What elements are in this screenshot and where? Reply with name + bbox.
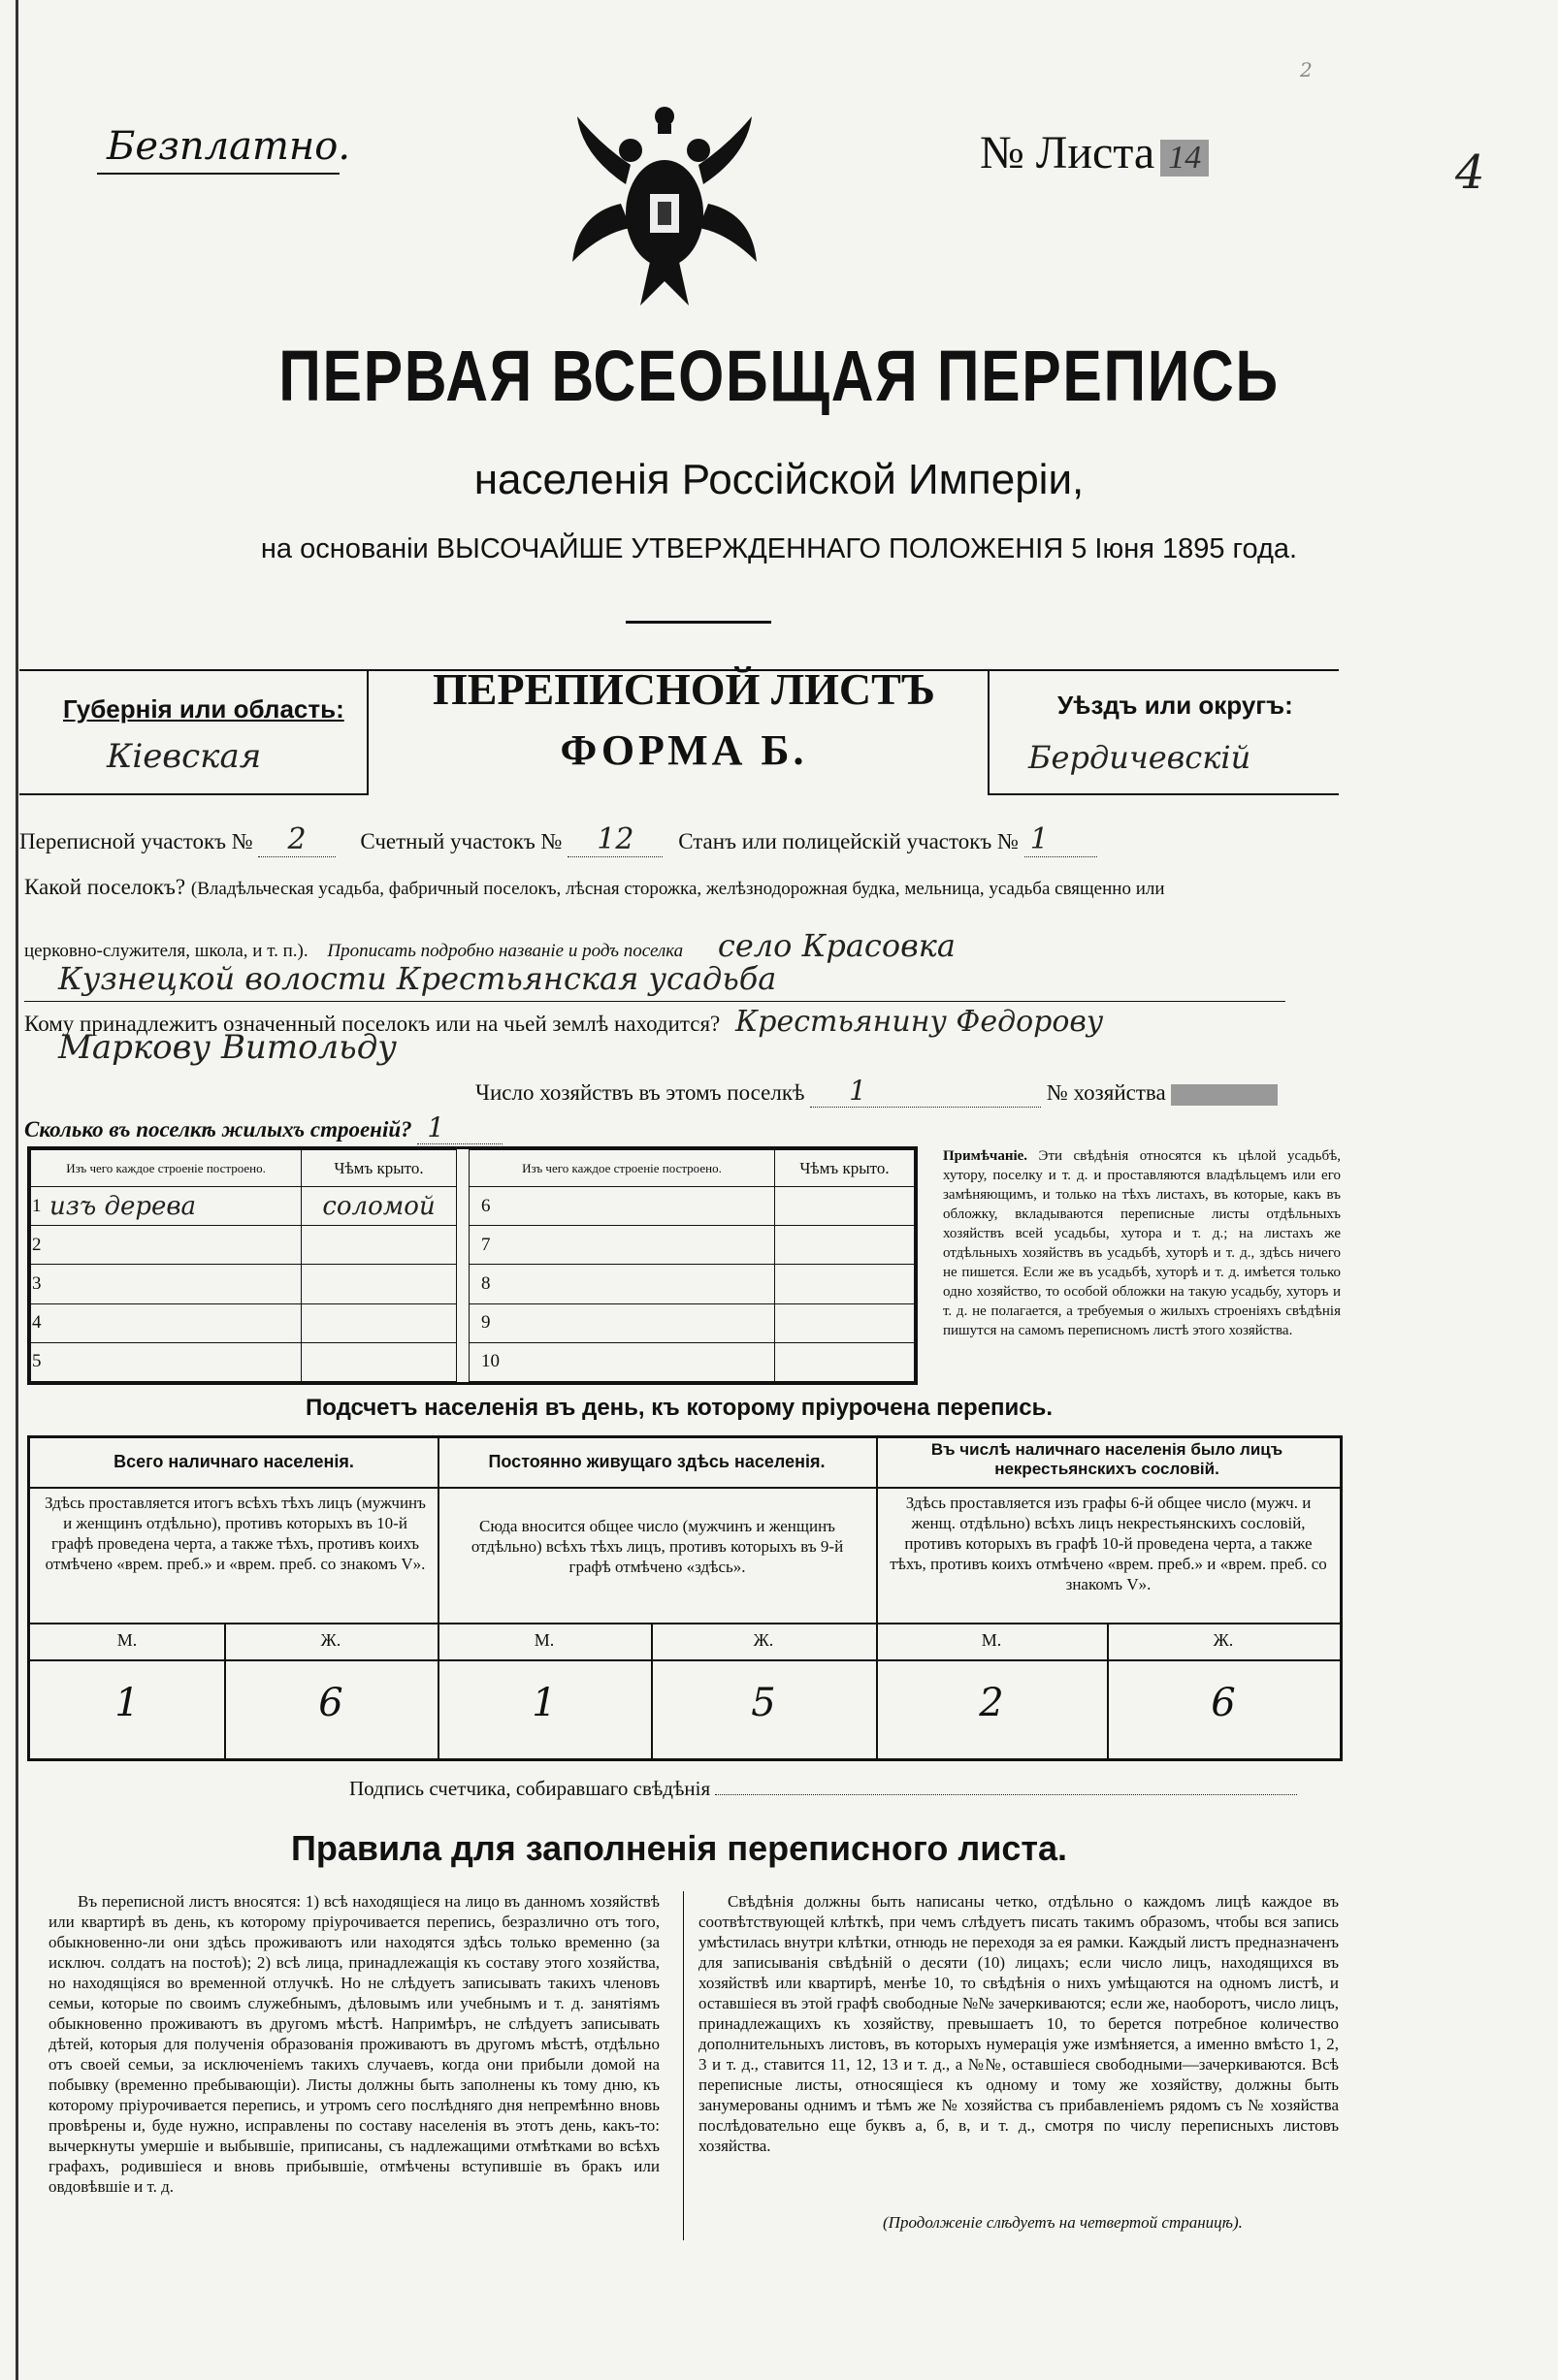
built-cell: изъ дерева (49, 1187, 302, 1226)
population-title: Подсчетъ населенія въ день, къ которому пріурочена перепись. (306, 1395, 1053, 1421)
count-district-value: 12 (568, 822, 663, 857)
row-num: 9 (470, 1303, 512, 1342)
pop-text-non-peasant: Здѣсь проставляется изъ графы 6-й общее число (мужч. и женщ. отдѣльно) всѣхъ лицъ некрестьянскихъ сословій, противъ которыхъ въ графѣ 10-й проведена черта, а также тѣхъ, противъ коихъ отмѣчено «врем. преб.» и «врем. преб. со знакомъ V». (890, 1494, 1327, 1593)
roof-cell (302, 1265, 457, 1303)
roof-cell (774, 1265, 914, 1303)
pop-text-resident: Сюда вносится общее число (мужчинъ и женщинъ отдѣльно) всѣхъ тѣхъ лицъ, противъ которыхъ въ 9-й графѣ отмѣчено «здѣсь». (471, 1517, 844, 1576)
roof-cell (302, 1303, 457, 1342)
buildings-table-left (30, 1149, 457, 1382)
pop-header-non-peasant: Въ числѣ наличнаго населенія было лицъ некрестьянскихъ сословій. (930, 1440, 1283, 1478)
roof-cell (774, 1342, 914, 1381)
pop-text-rule (30, 1623, 1340, 1624)
pop-total-female: 6 (318, 1681, 343, 1725)
row-num: 2 (31, 1226, 49, 1265)
built-cell (511, 1226, 774, 1265)
roof-cell (774, 1226, 914, 1265)
settlement-hint: (Владѣльческая усадьба, фабричный поселокъ, лѣсная сторожка, желѣзнодорожная будка, мельница, усадьба священно или (190, 879, 1165, 899)
sheet-number-label: № Листа (980, 127, 1155, 178)
pop-mf-rule (30, 1659, 1340, 1661)
counter-signature-line (349, 1777, 1297, 1801)
stan-value: 1 (1024, 822, 1097, 857)
pop-resident-male: 1 (532, 1681, 557, 1725)
row-num: 7 (470, 1226, 512, 1265)
built-cell (511, 1265, 774, 1303)
settlement-value-2: Кузнецкой волости Крестьянская усадьба (58, 960, 777, 997)
built-cell (511, 1342, 774, 1381)
uyezd-value: Бердичевскій (1028, 739, 1251, 776)
pop-male-label: М. (116, 1630, 138, 1650)
buildings-table (27, 1146, 918, 1385)
household-no-label: № хозяйства (1046, 1080, 1166, 1105)
roof-cell (302, 1226, 457, 1265)
buildings-line (24, 1111, 503, 1143)
households-label: Число хозяйствъ въ этомъ поселкѣ (475, 1080, 805, 1105)
guberniya-label: Губернія или область: (63, 694, 344, 724)
pop-male-label: М. (981, 1630, 1002, 1650)
buildings-value: 1 (417, 1111, 503, 1144)
pop-female-label: Ж. (320, 1630, 341, 1650)
main-title: ПЕРВАЯ ВСЕОБЩАЯ ПЕРЕПИСЬ (278, 336, 1280, 416)
settlement-hint-2: церковно-служителя, школа, и т. п.). (24, 941, 308, 961)
subtitle: населенія Россійской Имперіи, (473, 456, 1085, 503)
sheet-number-value: 14 (1160, 140, 1209, 177)
owner-value-1: Крестьянину Федорову (735, 1005, 1104, 1039)
stan-label: Станъ или полицейскій участокъ № (678, 829, 1020, 853)
built-cell (511, 1303, 774, 1342)
row-num: 4 (31, 1303, 49, 1342)
row-num: 3 (31, 1265, 49, 1303)
guberniya-value: Кіевская (107, 737, 262, 776)
pop-header-total: Всего наличнаго населенія. (114, 1452, 354, 1471)
built-cell (49, 1226, 302, 1265)
uyezd-label: Уѣздъ или округъ: (1057, 691, 1293, 720)
rules-left-column: Въ переписной листъ вносятся: 1) всѣ находящіеся на лицо въ данномъ хозяйствѣ или квартирѣ въ день, къ которому пріурочивается перепись, безразлично отъ того, обыкновенно-ли они здѣсь проживаютъ или находятся здѣсь только временно (за исключ. солдатъ на постоѣ); 2) всѣ лица, принадлежащія къ составу этого хозяйства, но находящіяся во временной отлучкѣ. Но не слѣдуетъ записывать такихъ членовъ семьи, которые по своимъ служебнымъ, дѣловымъ или учебнымъ и т. д. занятіямъ обыкновенно проживаютъ въ другомъ мѣстѣ. Напримѣръ, не слѣдуетъ записывать дѣтей, которыя для полученія образованія проживаютъ въ другомъ мѣстѣ, отдѣльно отъ своей семьи, за исключеніемъ такихъ случаевъ, когда они прибыли домой на побывку (временно пребывающіи). Листы должны быть заполнены къ тому дню, къ которому пріурочивается перепись, и утромъ сего послѣдняго дня непремѣнно вновь провѣрены и, буде нужно, исправлены по составу населенія въ этотъ день, какъ-то: вычеркнуты умершіе и выбывшіе, приписаны, съ надлежащими отмѣтками во всѣхъ графахъ, родившіеся и вновь прибывшіе, отмѣчены вступившіе въ бракъ или овдовѣвшіе и т. д. (49, 1892, 660, 2196)
roof-cell: соломой (302, 1187, 457, 1226)
roof-cell (774, 1303, 914, 1342)
col-roof-header: Чѣмъ крыто. (774, 1150, 914, 1187)
sheet-number (980, 126, 1209, 179)
settlement-label: Какой поселокъ? (24, 875, 186, 899)
row-num: 1 (31, 1187, 49, 1226)
row-num: 5 (31, 1342, 49, 1381)
roof-cell (774, 1187, 914, 1226)
note-title: Примѣчаніе. (943, 1148, 1028, 1164)
signature-label: Подпись счетчика, собиравшаго свѣдѣнія (349, 1777, 711, 1800)
page-left-border (16, 0, 18, 2380)
built-cell (49, 1303, 302, 1342)
form-title: ПЕРЕПИСНОЙ ЛИСТЪ (432, 664, 936, 714)
buildings-note (943, 1146, 1341, 1340)
settlement-line-2 (24, 927, 956, 964)
pop-female-label: Ж. (753, 1630, 774, 1650)
owner-label: Кому принадлежитъ означенный поселокъ или на чьей землѣ находится? (24, 1012, 721, 1036)
buildings-table-right (469, 1149, 915, 1382)
pop-female-label: Ж. (1213, 1630, 1234, 1650)
roof-cell (302, 1342, 457, 1381)
form-name: ФОРМА Б. (560, 726, 808, 774)
built-cell (511, 1187, 774, 1226)
settlement-instruction: Прописать подробно названіе и родъ поселка (327, 941, 684, 961)
note-text: Эти свѣдѣнія относятся къ цѣлой усадьбѣ, хутору, поселку и т. д. и проставляются владѣльцемъ или его замѣняющимъ, и только на тѣхъ листахъ, въ которые, какъ въ обложку, вкладываются переписные листы отдѣльныхъ хозяйствъ всей усадьбы, хутора и т. д.; на листахъ же отдѣльныхъ хозяйствъ въ усадьбѣ, хуторѣ и т. д., здѣсь ничего не пишется. Если же въ усадьбѣ, хуторѣ и т. д. имѣется только одно хозяйство, то особой обложки на такую усадьбу, хуторъ и т. д. не полагается, а требуемыя о жилыхъ строеніяхъ свѣдѣнія пишутся на самомъ переписномъ листѣ этого хозяйства. (943, 1148, 1342, 1338)
household-no-value (1171, 1084, 1278, 1106)
row-num: 10 (470, 1342, 512, 1381)
owner-value-2: Маркову Витольду (58, 1028, 397, 1067)
basis-line: на основаніи ВЫСОЧАЙШЕ УТВЕРЖДЕННАГО ПОЛОЖЕНІЯ 5 Іюня 1895 года. (260, 533, 1298, 564)
pop-text-total: Здѣсь проставляется итогъ всѣхъ тѣхъ лицъ (мужчинъ и женщинъ отдѣльно), противъ которыхъ въ 10-й графѣ проведена черта, а также тѣхъ, противъ коихъ отмѣчено «врем. преб.» и «врем. преб. со знакомъ V». (45, 1494, 426, 1573)
stamp-mark: 2 (1300, 58, 1313, 81)
pop-non-peasant-female: 6 (1211, 1681, 1236, 1725)
double-headed-eagle-icon (572, 97, 757, 310)
census-district-label: Переписной участокъ № (19, 829, 253, 853)
built-cell (49, 1342, 302, 1381)
form-divider-right (988, 669, 990, 795)
signature-field (715, 1794, 1297, 1795)
pop-resident-female: 5 (751, 1681, 776, 1725)
side-mark: 4 (1455, 145, 1485, 200)
col-roof-header: Чѣмъ крыто. (302, 1150, 457, 1187)
census-district-value: 2 (258, 822, 335, 857)
free-underline (97, 173, 340, 175)
district-line (19, 822, 1097, 856)
households-value: 1 (810, 1075, 1041, 1108)
title-rule (626, 621, 771, 624)
form-bottom-rule-left (19, 793, 369, 795)
settlement-value-1: село Красовка (717, 927, 956, 964)
col-built-header: Изъ чего каждое строеніе построено. (470, 1150, 775, 1187)
buildings-label: Сколько въ поселкѣ жилыхъ строеній? (24, 1117, 412, 1142)
built-cell (49, 1265, 302, 1303)
col-built-header: Изъ чего каждое строеніе построено. (31, 1150, 302, 1187)
settlement-underline (24, 1001, 1285, 1002)
pop-header-resident: Постоянно живущаго здѣсь населенія. (488, 1452, 826, 1471)
pop-header-rule (30, 1487, 1340, 1489)
pop-male-label: М. (534, 1630, 555, 1650)
count-district-label: Счетный участокъ № (360, 829, 563, 853)
pop-non-peasant-male: 2 (979, 1681, 1004, 1725)
rules-title: Правила для заполненія переписного листа. (290, 1828, 1068, 1868)
rules-continued: (Продолженіе слѣдуетъ на четвертой страницѣ). (883, 2213, 1243, 2232)
rules-right-column: Свѣдѣнія должны быть написаны четко, отдѣльно о каждомъ лицѣ каждое въ соотвѣтствующей клѣткѣ, при чемъ слѣдуетъ писать такимъ образомъ, чтобы вся запись умѣстилась внутри клѣтки, отнюдь не переходя за ея рамки. Каждый листъ предназначенъ для записыванія свѣдѣній о десяти (10) лицахъ; если число лицъ, находящихся въ хозяйствѣ или квартирѣ, менѣе 10, то свѣдѣнія о нихъ умѣщаются на одномъ листѣ, и оставшіеся въ этой графѣ свободные №№ зачеркиваются; если же, наоборотъ, число лицъ, принадлежащихъ къ хозяйству, превышаетъ 10, то берется потребное количество дополнительныхъ листовъ, въ которыхъ нумерація уже измѣняется, а именно вмѣсто 1, 2, 3 и т. д., ставится 11, 12, 13 и т. д., а №№, оставшіеся свободными—зачеркиваются. Всѣ переписные листы, относящіеся къ одному и тому же хозяйству, должны быть занумерованы однимъ и тѣмъ же № хозяйства съ прибавленіемъ рядомъ съ № хозяйства послѣдовательно еще буквъ а, б, в, и т. д., смотря по числу переписныхъ листовъ хозяйства. (698, 1892, 1339, 2155)
form-divider-left (367, 669, 369, 795)
form-bottom-rule-right (988, 793, 1339, 795)
free-label: Безплатно. (107, 124, 351, 169)
settlement-line (24, 875, 1165, 900)
row-num: 6 (470, 1187, 512, 1226)
row-num: 8 (470, 1265, 512, 1303)
population-table (27, 1435, 1343, 1761)
rules-column-divider (683, 1891, 684, 2240)
pop-total-male: 1 (114, 1681, 140, 1725)
households-line (475, 1075, 1278, 1107)
